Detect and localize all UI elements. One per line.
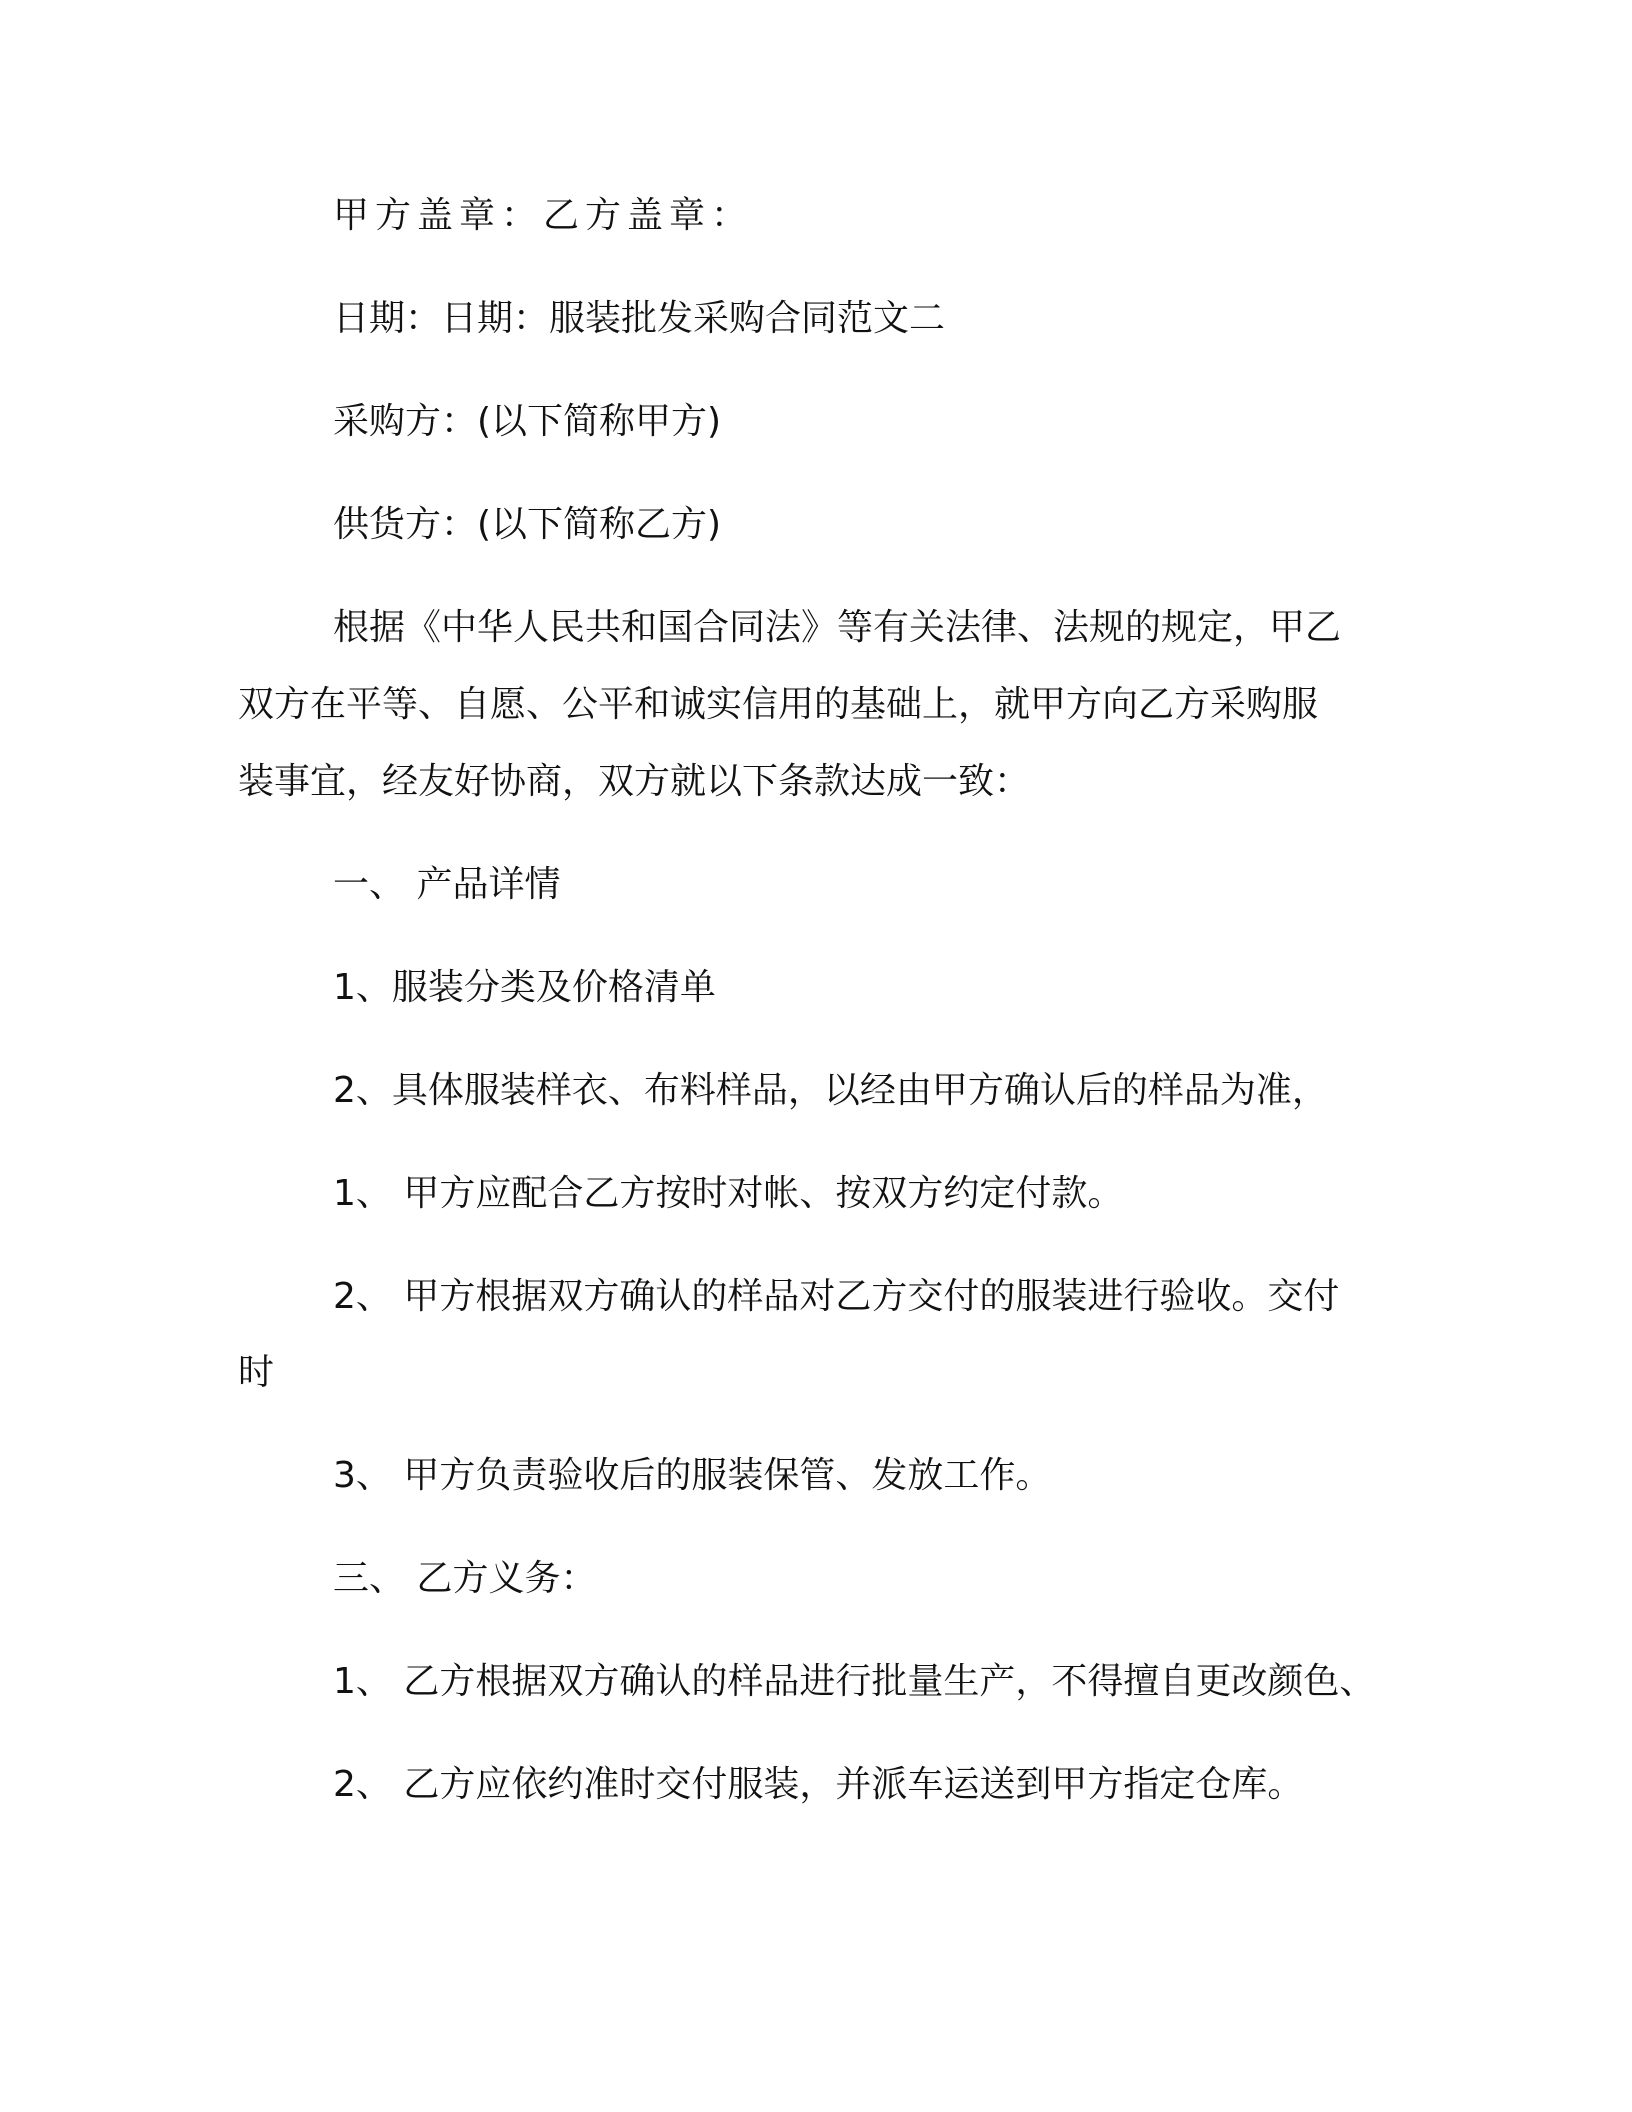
clause-item: 1、 乙方根据双方确认的样品进行批量生产，不得擅自更改颜色、 [333,1661,1376,1702]
clause-item: 2、具体服装样衣、布料样品，以经由甲方确认后的样品为准， [333,1070,1328,1111]
signature-line: 甲方盖章：乙方盖章： [333,195,754,236]
clause-item: 2、 乙方应依约准时交付服装，并派车运送到甲方指定仓库。 [333,1764,1304,1805]
date-line: 日期：日期：服装批发采购合同范文二 [333,298,946,339]
clause-item: 3、 甲方负责验收后的服装保管、发放工作。 [333,1455,1052,1496]
section-heading-product: 一、 产品详情 [333,864,561,905]
clause-item: 1、 甲方应配合乙方按时对帐、按双方约定付款。 [333,1173,1124,1214]
purchaser-line: 采购方：(以下简称甲方) [333,401,722,442]
clause-item: 2、 甲方根据双方确认的样品对乙方交付的服装进行验收。交付 [333,1276,1340,1317]
preamble-line-3: 装事宜，经友好协商，双方就以下条款达成一致： [238,761,1031,802]
section-heading-supplier-duties: 三、 乙方义务： [333,1558,597,1599]
clause-item-continuation: 时 [238,1352,275,1393]
clause-item: 1、服装分类及价格清单 [333,967,716,1008]
preamble-line-2: 双方在平等、自愿、公平和诚实信用的基础上，就甲方向乙方采购服 [238,684,1319,725]
supplier-line: 供货方：(以下简称乙方) [333,504,722,545]
preamble-line-1: 根据《中华人民共和国合同法》等有关法律、法规的规定，甲乙 [333,607,1342,648]
